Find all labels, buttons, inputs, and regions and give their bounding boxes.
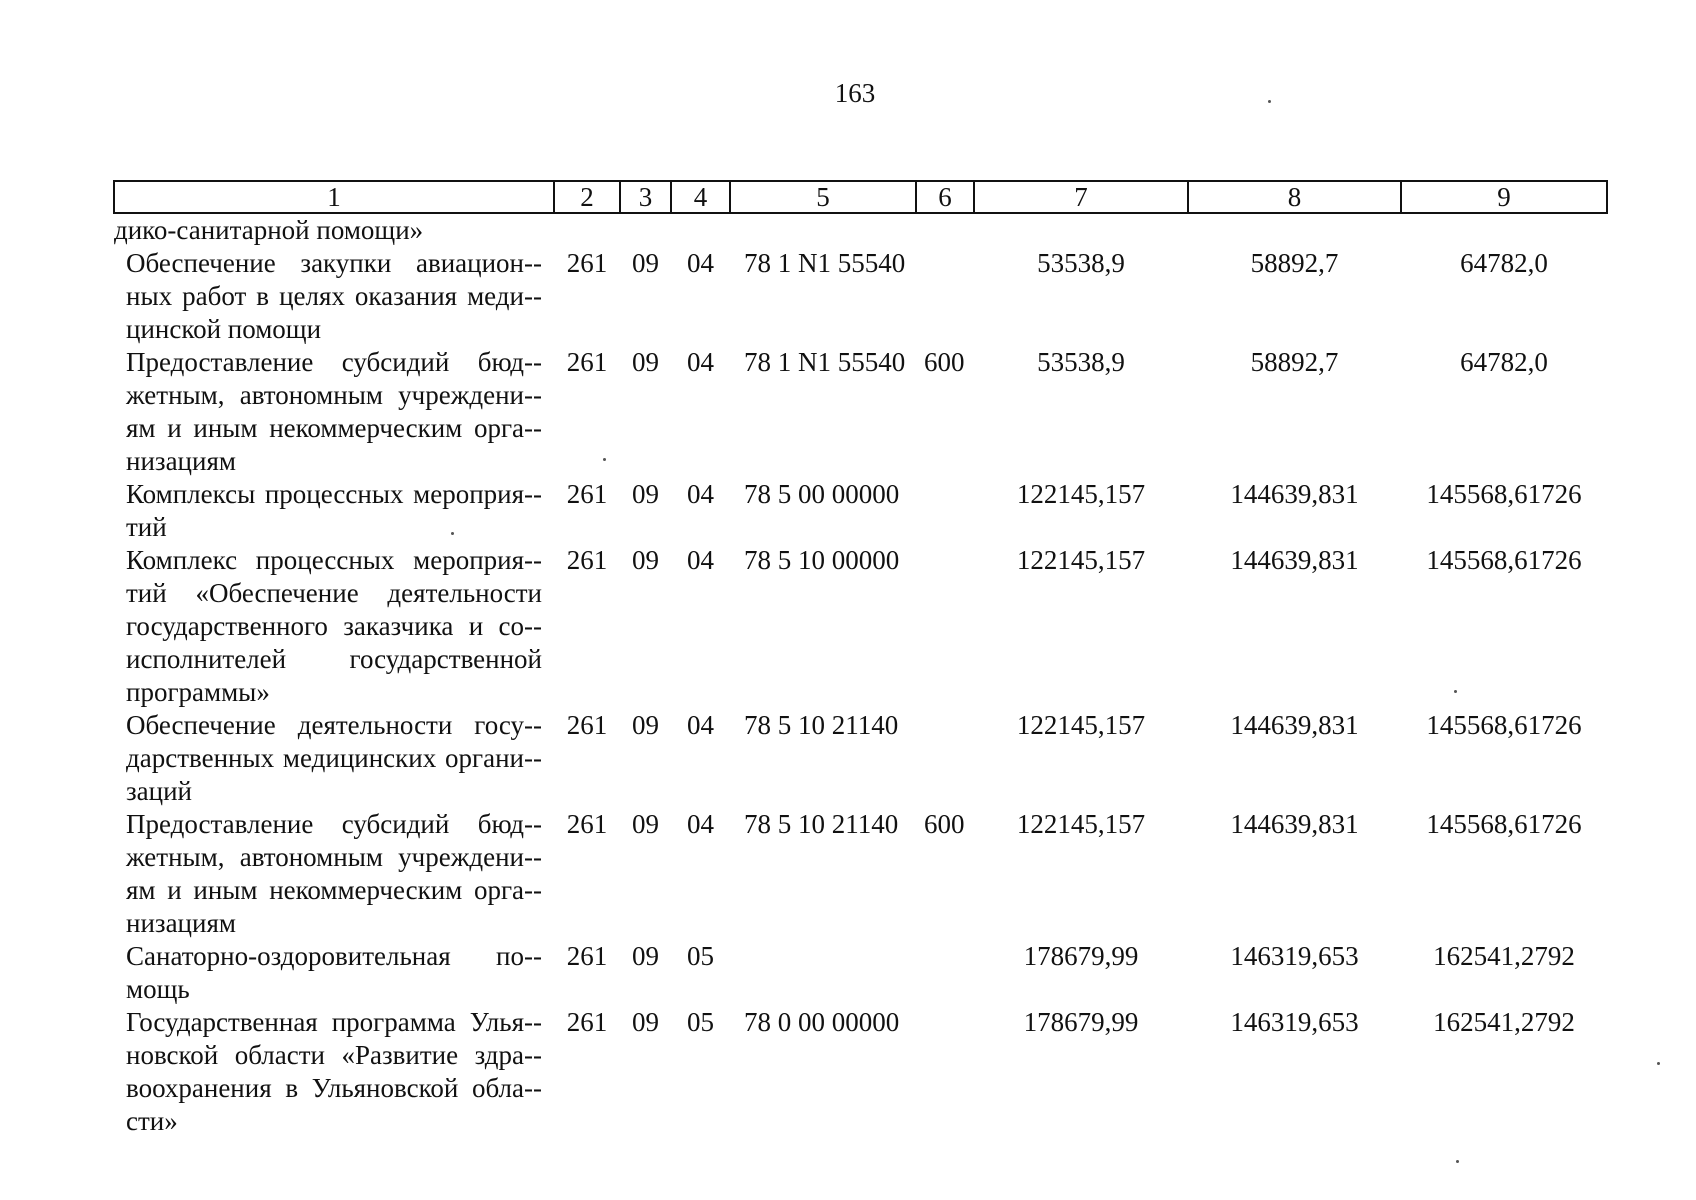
row-col-7: 178679,99	[1023, 941, 1139, 971]
row-col-3: 09	[632, 710, 659, 740]
row-col-9: 162541,2792	[1433, 1007, 1575, 1037]
header-col-6: 6	[916, 181, 974, 213]
row-col-8: 144639,831	[1230, 809, 1359, 839]
budget-table	[113, 180, 1608, 1138]
row-col-7: 53538,9	[1037, 347, 1125, 377]
row-name: Предоставление субсидий бюд-жетным, автономным учреждени-ям и иным некоммерческим орга-низациям	[126, 347, 542, 476]
row-col-9: 64782,0	[1460, 347, 1548, 377]
row-col-9: 162541,2792	[1433, 941, 1575, 971]
row-col-2: 261	[566, 710, 608, 740]
row-col-7: 178679,99	[1023, 1007, 1139, 1037]
row-col-6	[916, 940, 974, 1006]
row-name: Комплексы процессных мероприя-тий	[126, 479, 542, 542]
row-col-6: 600	[924, 809, 965, 839]
header-col-5: 5	[730, 181, 916, 213]
row-name: Государственная программа Улья-новской области «Развитие здра-воохранения в Ульяновской обла-сти»	[126, 1007, 542, 1136]
row-col-4: 04	[687, 347, 714, 377]
row-col-3: 09	[632, 1007, 659, 1037]
row-col-5	[730, 213, 916, 247]
row-name: Санаторно-оздоровительная по-мощь	[126, 941, 542, 1004]
table-row	[114, 940, 1607, 1006]
row-col-3	[620, 213, 671, 247]
row-name: Обеспечение закупки авиацион-ных работ в целях оказания меди-цинской помощи	[126, 248, 542, 344]
scan-speck	[1657, 1062, 1660, 1065]
table-row	[114, 346, 1607, 478]
row-col-6	[916, 247, 974, 346]
row-col-9: 145568,61726	[1426, 545, 1582, 575]
row-col-2: 261	[566, 479, 608, 509]
row-col-6: 600	[924, 347, 965, 377]
row-col-3: 09	[632, 545, 659, 575]
row-col-5: 78 1 N1 55540	[744, 347, 906, 377]
row-col-5: 78 0 00 00000	[744, 1007, 900, 1037]
row-col-7: 122145,157	[1016, 809, 1146, 839]
row-col-6	[916, 213, 974, 247]
row-col-5: 78 5 10 21140	[744, 809, 899, 839]
row-col-4: 05	[687, 1007, 714, 1037]
row-col-2: 261	[566, 248, 608, 278]
row-col-9: 145568,61726	[1426, 479, 1582, 509]
row-col-5: 78 1 N1 55540	[744, 248, 906, 278]
row-col-7: 53538,9	[1037, 248, 1125, 278]
row-col-2: 261	[566, 941, 608, 971]
row-col-3: 09	[632, 479, 659, 509]
row-name: дико-санитарной помощи»	[114, 215, 424, 245]
row-col-8: 58892,7	[1250, 248, 1339, 278]
row-col-6	[916, 709, 974, 808]
row-col-8: 144639,831	[1230, 710, 1359, 740]
row-col-4: 04	[687, 248, 714, 278]
row-name: Обеспечение деятельности госу-дарственных медицинских органи-заций	[126, 710, 542, 806]
row-col-4: 04	[687, 710, 714, 740]
row-col-6	[916, 478, 974, 544]
row-col-3: 09	[632, 248, 659, 278]
row-col-7	[974, 213, 1188, 247]
header-col-8: 8	[1188, 181, 1401, 213]
row-col-7: 122145,157	[1016, 479, 1146, 509]
row-col-8: 58892,7	[1250, 347, 1339, 377]
row-col-3: 09	[632, 941, 659, 971]
table-row	[114, 808, 1607, 940]
header-col-7: 7	[974, 181, 1188, 213]
row-col-4: 04	[687, 809, 714, 839]
row-col-5: 78 5 10 00000	[744, 545, 900, 575]
table-row	[114, 213, 1607, 247]
row-col-9: 64782,0	[1460, 248, 1548, 278]
row-col-5	[730, 940, 916, 1006]
row-col-2: 261	[566, 1007, 608, 1037]
row-col-6	[916, 1006, 974, 1138]
row-col-2	[554, 213, 620, 247]
row-name: Предоставление субсидий бюд-жетным, автономным учреждени-ям и иным некоммерческим орга-низациям	[126, 809, 542, 938]
row-col-7: 122145,157	[1016, 545, 1146, 575]
row-col-4: 04	[687, 479, 714, 509]
table-row	[114, 1006, 1607, 1138]
row-col-4: 04	[687, 545, 714, 575]
table-row	[114, 544, 1607, 709]
page-number: 163	[834, 78, 876, 108]
row-col-3: 09	[632, 809, 659, 839]
table-row	[114, 247, 1607, 346]
row-col-9: 145568,61726	[1426, 710, 1582, 740]
table-header	[114, 181, 1607, 213]
row-col-2: 261	[566, 347, 608, 377]
row-col-9	[1401, 213, 1607, 247]
header-col-1: 1	[114, 181, 554, 213]
scan-speck	[1268, 100, 1271, 103]
row-col-9: 145568,61726	[1426, 809, 1582, 839]
row-col-5: 78 5 10 21140	[744, 710, 899, 740]
row-col-7: 122145,157	[1016, 710, 1146, 740]
scan-speck	[1456, 1160, 1459, 1163]
header-row	[114, 181, 1607, 213]
header-col-9: 9	[1401, 181, 1607, 213]
row-col-4: 05	[687, 941, 714, 971]
row-col-8: 146319,653	[1230, 941, 1359, 971]
row-col-8: 144639,831	[1230, 545, 1359, 575]
row-col-3: 09	[632, 347, 659, 377]
row-col-8: 146319,653	[1230, 1007, 1359, 1037]
row-col-2: 261	[566, 545, 608, 575]
header-col-3: 3	[620, 181, 671, 213]
row-col-8: 144639,831	[1230, 479, 1359, 509]
header-col-2: 2	[554, 181, 620, 213]
row-col-6	[916, 544, 974, 709]
row-name: Комплекс процессных мероприя-тий «Обеспечение деятельности государственного заказчика и со-исполнителей государственной программы»	[126, 545, 542, 707]
row-col-4	[671, 213, 730, 247]
table-row	[114, 709, 1607, 808]
row-col-2: 261	[566, 809, 608, 839]
row-col-5: 78 5 00 00000	[744, 479, 900, 509]
header-col-4: 4	[671, 181, 730, 213]
table-row	[114, 478, 1607, 544]
row-col-8	[1188, 213, 1401, 247]
table-body	[114, 213, 1607, 1138]
